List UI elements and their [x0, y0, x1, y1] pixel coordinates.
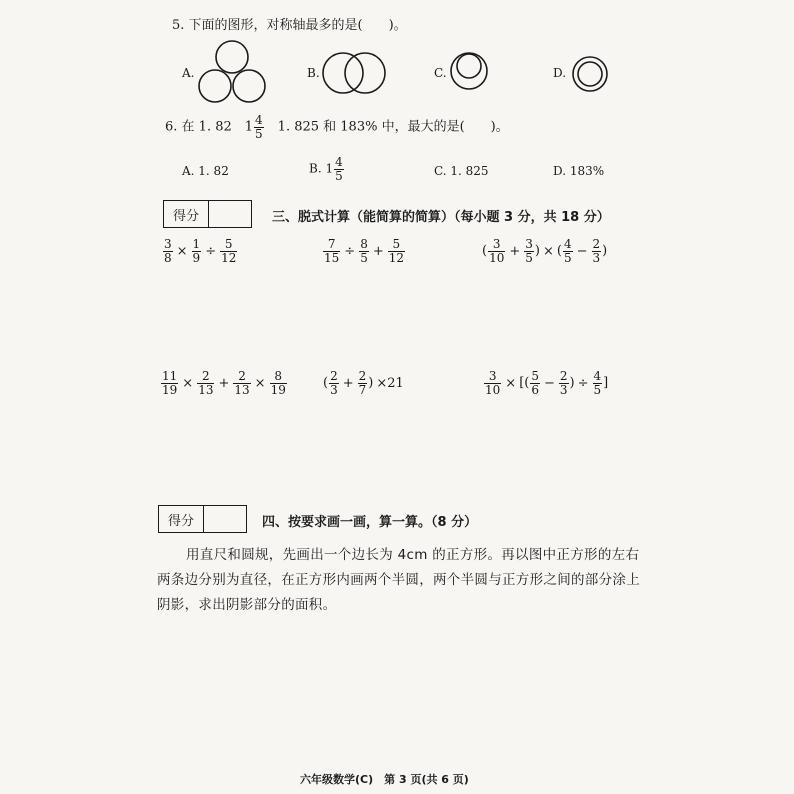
page-footer: 六年级数学(C) 第 3 页(共 6 页) — [300, 773, 469, 786]
q6-option-d: D. 183% — [553, 164, 605, 178]
exercise-6: $\frac{3}{10}$ × [( $\frac{5}{6}$ − $\frac{2}{3}$ ) ÷ $\frac{4}{5}$ ] — [485, 369, 609, 397]
question-5-text: 5. 下面的图形，对称轴最多的是( )。 — [172, 18, 407, 33]
q6-option-c: C. 1. 825 — [434, 164, 489, 178]
score-blank — [209, 201, 251, 227]
score-blank — [204, 506, 246, 532]
exercise-1: $\frac{3}{8}$ × $\frac{1}{9}$ ÷ $\frac{5}{12}$ — [164, 237, 237, 265]
section-4-line-3: 阴影，求出阴影部分的面积。 — [157, 597, 337, 613]
exercise-5: ( $\frac{2}{3}$ + $\frac{2}{7}$ ) ×21 — [323, 369, 404, 397]
inner-tangent-circles-figure — [448, 50, 490, 92]
exercise-3: ( $\frac{3}{10}$ + $\frac{3}{5}$ ) × ( $\frac{4}{5}$ − $\frac{2}{3}$ ) — [482, 237, 608, 265]
score-box-section-4 — [158, 505, 247, 533]
option-d-label: D. — [553, 66, 567, 80]
exercise-2: $\frac{7}{15}$ ÷ $\frac{8}{5}$ + $\frac{5}{12}$ — [324, 237, 405, 265]
q6-option-a: A. 1. 82 — [182, 164, 229, 178]
score-box-section-3 — [163, 200, 252, 228]
concentric-circles-figure — [570, 54, 610, 94]
two-overlapping-circles-figure — [320, 50, 390, 96]
section-4-line-2: 两条边分别为直径，在正方形内画两个半圆，两个半圆与正方形之间的部分涂上 — [157, 572, 640, 588]
three-circles-figure — [193, 38, 271, 108]
section-4-line-1: 用直尺和圆规，先画出一个边长为 4cm 的正方形。再以图中正方形的左右 — [186, 547, 640, 563]
option-b-label: B. — [307, 66, 320, 80]
option-c-label: C. — [434, 66, 447, 80]
score-label: 得分 — [164, 201, 209, 227]
exercise-4: $\frac{11}{19}$ × $\frac{2}{13}$ + $\frac{2}{13}$ × $\frac{8}{19}$ — [162, 369, 286, 397]
section-3-title: 三、脱式计算（能简算的简算）（每小题 3 分，共 18 分） — [272, 210, 610, 225]
fraction: $\frac{4}{5}$ — [255, 113, 263, 141]
score-label: 得分 — [159, 506, 204, 532]
option-a-label: A. — [182, 66, 195, 80]
section-4-title: 四、按要求画一画，算一算。（8 分） — [262, 515, 478, 530]
question-6-text: 6. 在 1. 82 1 $\frac{4}{5}$ 1. 825 和 183% 中，最大的是( )。 — [165, 113, 509, 141]
q6-option-b: B. 1 $\frac{4}{5}$ — [309, 155, 343, 183]
